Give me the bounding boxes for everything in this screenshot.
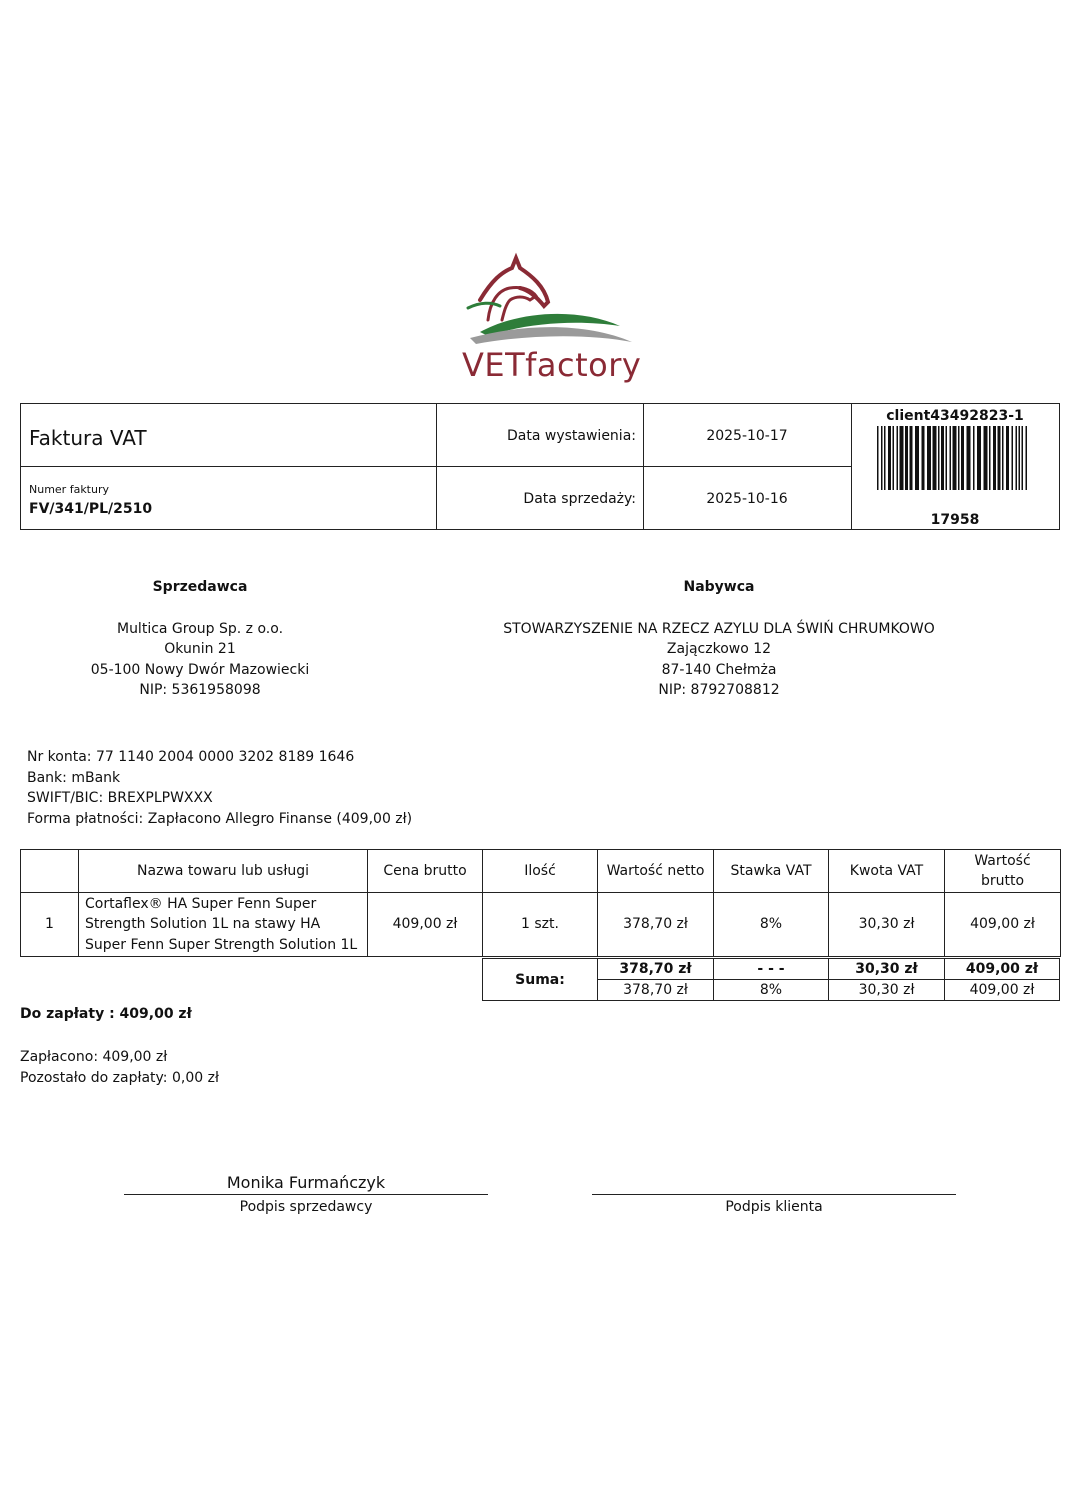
column-header: Nazwa towaru lub usługi — [79, 850, 368, 893]
seller-signature-line — [124, 1194, 488, 1195]
quantity: 1 szt. — [483, 893, 598, 957]
client-signature-label: Podpis klienta — [725, 1199, 823, 1215]
seller-city: 05-100 Nowy Dwór Mazowiecki — [90, 661, 310, 678]
seller-nip: NIP: 5361958098 — [139, 682, 261, 698]
payment-info — [27, 747, 412, 829]
invoice-number-label: Numer faktury — [29, 483, 110, 496]
issue-date: 2025-10-17 — [706, 428, 788, 444]
rate-net: 378,70 zł — [598, 980, 714, 1001]
row-number: 1 — [21, 893, 79, 957]
payment-status — [20, 1047, 219, 1089]
items-table-header — [21, 850, 1061, 893]
invoice-number: FV/341/PL/2510 — [29, 501, 153, 517]
bank-name: Bank: mBank — [27, 769, 121, 786]
summary-vat-total: 30,30 zł — [829, 959, 945, 980]
amount-due: Do zapłaty : 409,00 zł — [20, 1006, 192, 1022]
buyer-block — [449, 577, 989, 701]
table-row — [21, 893, 1061, 957]
buyer-heading: Nabywca — [683, 579, 755, 595]
client-signature-line — [592, 1194, 956, 1195]
rate-gross: 409,00 zł — [945, 980, 1060, 1001]
company-logo — [440, 250, 640, 390]
barcode-icon — [877, 426, 1031, 490]
summary-label: Suma: — [483, 959, 598, 1001]
summary-net-total: 378,70 zł — [598, 959, 714, 980]
summary-gross-total: 409,00 zł — [945, 959, 1060, 980]
column-header — [21, 850, 79, 893]
items-table — [20, 849, 1061, 957]
document-type: Faktura VAT — [29, 426, 147, 450]
horse-dog-logo-icon — [440, 250, 640, 350]
seller-name: Multica Group Sp. z o.o. — [116, 620, 284, 637]
payment-method: Forma płatności: Zapłacono Allegro Finanse (409,00 zł) — [27, 810, 413, 827]
net-value: 378,70 zł — [598, 893, 714, 957]
column-header: Wartość netto — [598, 850, 714, 893]
invoice-header — [20, 403, 1060, 530]
client-code: client43492823-1 — [886, 408, 1024, 424]
swift-code: SWIFT/BIC: BREXPLPWXXX — [27, 790, 213, 806]
seller-street: Okunin 21 — [164, 641, 236, 657]
rate-vat-rate: 8% — [714, 980, 829, 1001]
gross-value: 409,00 zł — [945, 893, 1061, 957]
column-header: Cena brutto — [368, 850, 483, 893]
column-header: Wartość brutto — [945, 850, 1061, 893]
seller-block — [0, 577, 430, 701]
vat-amount: 30,30 zł — [829, 893, 945, 957]
bank-account: Nr konta: 77 1140 2004 0000 3202 8189 1646 — [27, 749, 355, 765]
barcode-number: 17958 — [930, 512, 980, 528]
buyer-city: 87-140 Chełmża — [661, 661, 777, 678]
buyer-name: STOWARZYSZENIE NA RZECZ AZYLU DLA ŚWIŃ CHRUMKOWO — [503, 620, 935, 637]
buyer-nip: NIP: 8792708812 — [658, 682, 780, 698]
seller-signature-label: Podpis sprzedawcy — [239, 1199, 373, 1215]
product-name: Cortaflex® HA Super Fenn Super Strength Solution 1L na stawy HA Super Fenn Super Strength Solution 1L — [79, 893, 368, 957]
buyer-street: Zajączkowo 12 — [666, 641, 772, 657]
column-header: Ilość — [483, 850, 598, 893]
price-gross: 409,00 zł — [368, 893, 483, 957]
amount-paid: Zapłacono: 409,00 zł — [20, 1049, 168, 1065]
rate-vat-amount: 30,30 zł — [829, 980, 945, 1001]
issue-date-label: Data wystawienia: — [507, 428, 636, 444]
sale-date-label: Data sprzedaży: — [523, 491, 636, 507]
logo-text: VETfactory — [462, 346, 642, 384]
column-header: Stawka VAT — [714, 850, 829, 893]
sale-date: 2025-10-16 — [706, 491, 788, 507]
summary-table — [482, 958, 1060, 1001]
amount-remaining: Pozostało do zapłaty: 0,00 zł — [20, 1070, 219, 1086]
summary-vat-rate: - - - — [714, 959, 829, 980]
column-header: Kwota VAT — [829, 850, 945, 893]
seller-heading: Sprzedawca — [152, 579, 248, 595]
summary-total-row — [483, 959, 1060, 980]
seller-signature-name: Monika Furmańczyk — [226, 1173, 386, 1192]
vat-rate: 8% — [714, 893, 829, 957]
